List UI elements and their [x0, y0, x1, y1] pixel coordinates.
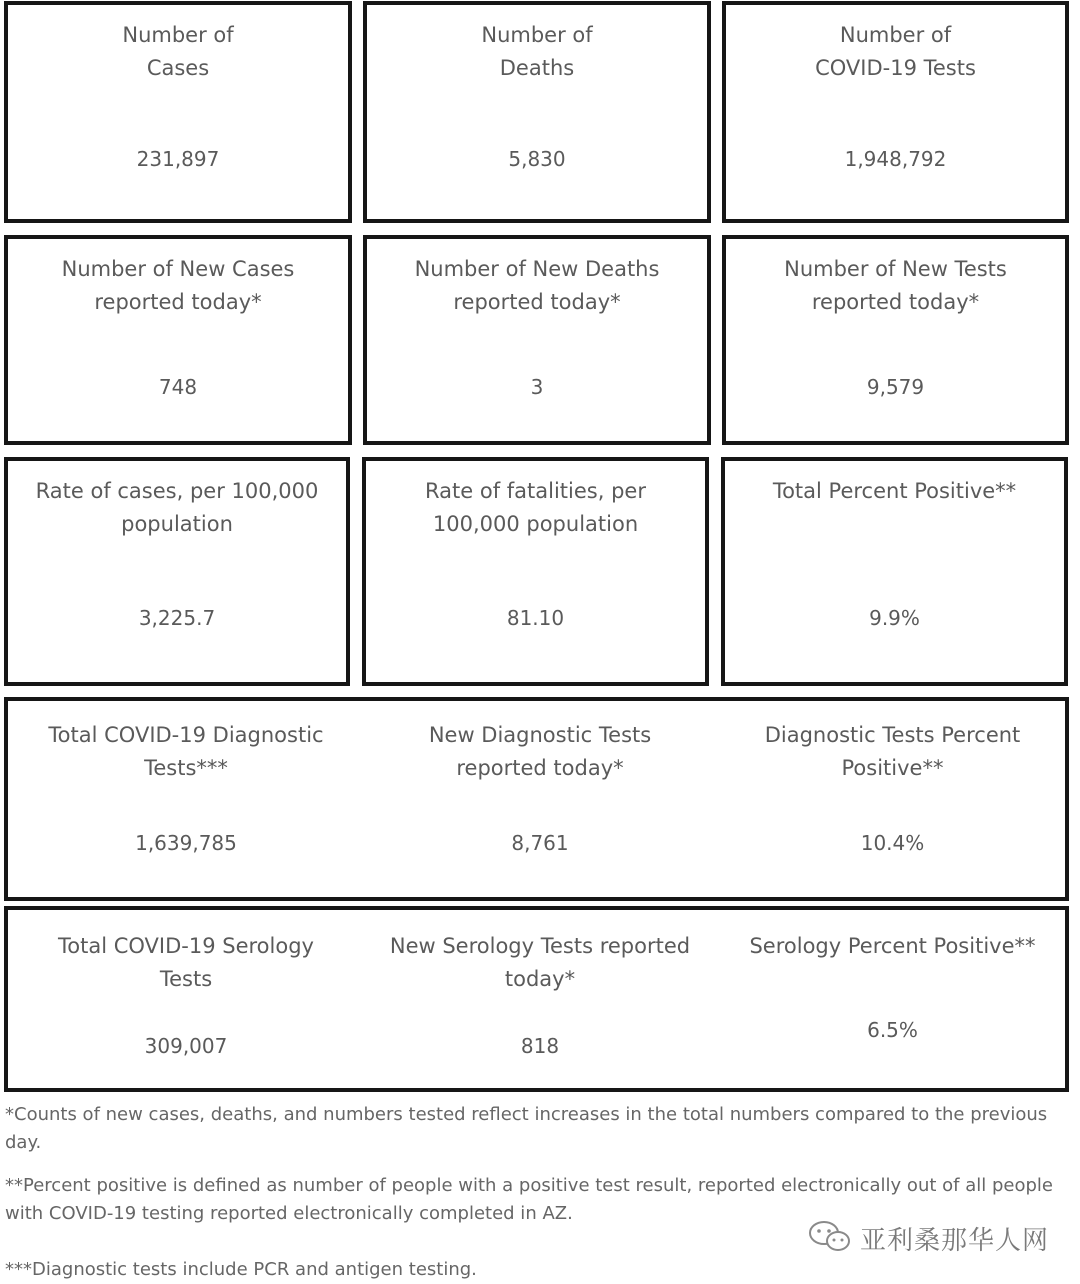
card-label: Number of Deaths	[481, 23, 593, 80]
card-value: 10.4%	[860, 831, 925, 855]
card-fatality-rate	[362, 457, 709, 686]
card-value: 3,225.7	[138, 606, 216, 630]
serology-percent-positive	[716, 910, 1069, 1088]
card-label: Diagnostic Tests Percent Positive**	[764, 723, 1021, 780]
card-value: 9,579	[866, 375, 925, 399]
card-value: 8,761	[511, 831, 569, 855]
footnote-percent-positive: **Percent positive is defined as number of people with a positive test result, reported electronically out of all people with COVID-19 testing reported electronically completed in AZ.	[5, 1175, 1053, 1224]
card-label: Rate of cases, per 100,000 population	[35, 479, 319, 536]
card-value: 748	[158, 375, 198, 399]
card-label: Rate of fatalities, per 100,000 population	[425, 479, 646, 536]
card-case-rate	[4, 457, 350, 686]
diagnostic-total	[8, 701, 364, 897]
wechat-icon	[808, 1219, 852, 1257]
serology-tests-panel	[4, 906, 1069, 1092]
card-label: Serology Percent Positive**	[749, 934, 1036, 958]
watermark	[808, 1218, 1049, 1258]
diagnostic-percent-positive	[716, 701, 1069, 897]
card-value: 309,007	[144, 1034, 228, 1058]
watermark-text: 亚利桑那华人网	[860, 1225, 1050, 1256]
card-new-cases	[4, 235, 352, 445]
card-new-tests	[722, 235, 1069, 445]
card-value: 818	[520, 1034, 560, 1058]
card-label: Total Percent Positive**	[772, 479, 1017, 503]
footnote-new-counts: *Counts of new cases, deaths, and numbers tested reflect increases in the total numbers compared to the previous day.	[5, 1104, 1048, 1153]
diagnostic-new	[364, 701, 716, 897]
card-label: New Diagnostic Tests reported today*	[428, 723, 652, 780]
card-label: Total COVID-19 Serology Tests	[58, 934, 314, 991]
serology-total	[8, 910, 364, 1088]
card-number-of-deaths	[363, 1, 711, 223]
card-label: Number of New Deaths reported today*	[414, 257, 660, 314]
card-label: Total COVID-19 Diagnostic Tests***	[48, 723, 324, 780]
card-total-percent-positive	[721, 457, 1068, 686]
footnote-diagnostic-tests: ***Diagnostic tests include PCR and antigen testing.	[5, 1259, 477, 1280]
card-value: 231,897	[136, 147, 220, 171]
card-value: 1,948,792	[844, 147, 947, 171]
card-value: 81.10	[506, 606, 565, 630]
card-label: Number of New Cases reported today*	[61, 257, 295, 314]
card-value: 9.9%	[869, 606, 920, 630]
card-number-of-cases	[4, 1, 352, 223]
card-label: Number of Cases	[122, 23, 234, 80]
card-label: Number of New Tests reported today*	[784, 257, 1007, 314]
card-number-of-tests	[722, 1, 1069, 223]
card-value: 3	[530, 375, 544, 399]
card-label: New Serology Tests reported today*	[389, 934, 691, 991]
diagnostic-tests-panel	[4, 697, 1069, 901]
card-value: 6.5%	[867, 1018, 918, 1042]
card-label: Number of COVID-19 Tests	[815, 23, 976, 80]
card-value: 1,639,785	[135, 831, 237, 855]
card-new-deaths	[363, 235, 711, 445]
card-value: 5,830	[508, 147, 566, 171]
serology-new	[364, 910, 716, 1088]
